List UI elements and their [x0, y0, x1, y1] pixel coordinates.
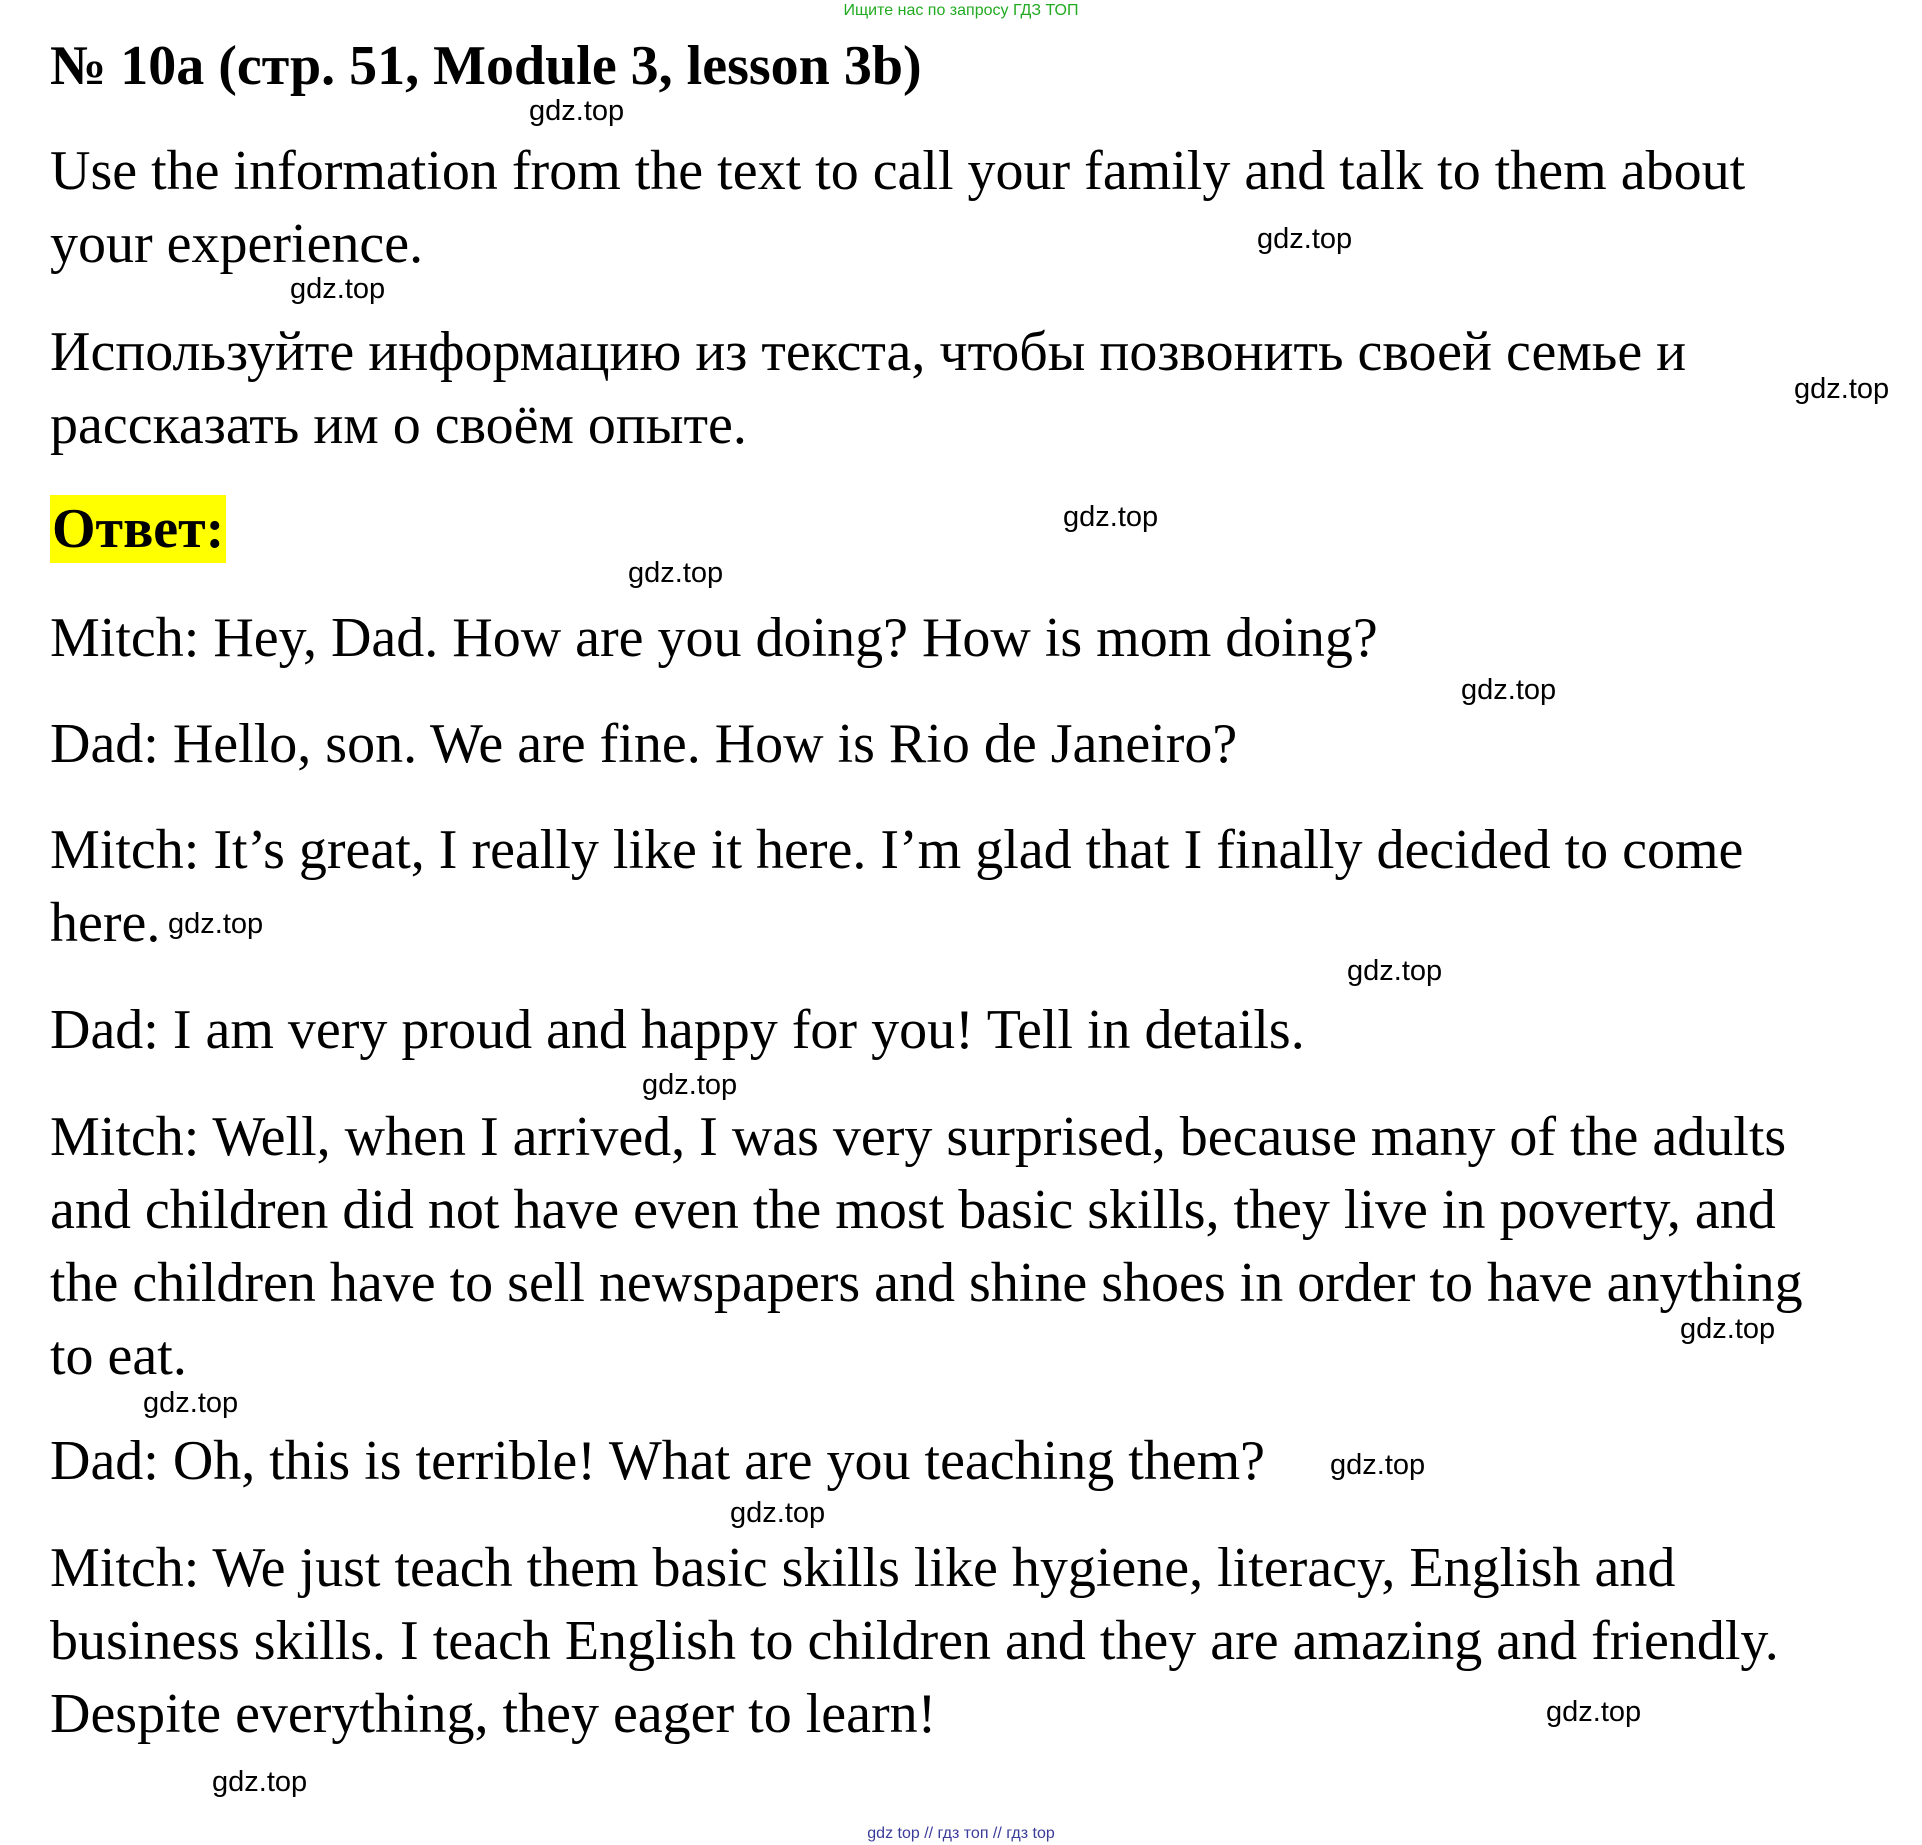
dialogue-line: Mitch: We just teach them basic skills like hygiene, literacy, English and business skills. I teach English to children and they are amazing and friendly. Despite everything, they eager to learn! — [50, 1537, 1779, 1745]
top-banner: Ищите нас по запросу ГДЗ ТОП — [843, 2, 1079, 19]
watermark: gdz.top — [143, 1387, 239, 1419]
watermark: gdz.top — [1330, 1449, 1426, 1481]
watermark: gdz.top — [1794, 373, 1890, 405]
watermark: gdz.top — [1063, 501, 1159, 533]
page-title: № 10a (стр. 51, Module 3, lesson 3b) — [50, 35, 922, 97]
watermark: gdz.top — [529, 95, 625, 127]
dialogue-line: Dad: Oh, this is terrible! What are you teaching them? — [50, 1430, 1266, 1492]
watermark: gdz.top — [1680, 1313, 1776, 1345]
footer: gdz top // гдз топ // гдз top — [867, 1825, 1055, 1842]
watermark: gdz.top — [642, 1069, 738, 1101]
task-english: Use the information from the text to call your family and talk to them about your experience. — [50, 140, 1746, 275]
task-russian: Используйте информацию из текста, чтобы позвонить своей семье и рассказать им о своём опыте. — [50, 321, 1687, 456]
watermark: gdz.top — [290, 273, 386, 305]
watermark: gdz.top — [1347, 955, 1443, 987]
watermark: gdz.top — [628, 557, 724, 589]
dialogue-line: Mitch: Well, when I arrived, I was very surprised, because many of the adults and children did not have even the most basic skills, they live in poverty, and the children have to sell newspapers and shine shoes in order to have anything to eat. — [50, 1106, 1803, 1387]
watermark: gdz.top — [1257, 223, 1353, 255]
answer-label: Ответ: — [50, 495, 226, 563]
dialogue-line: Mitch: It’s great, I really like it here. I’m glad that I finally decided to come here. — [50, 819, 1744, 954]
dialogue-line: Dad: Hello, son. We are fine. How is Rio de Janeiro? — [50, 713, 1238, 775]
watermark: gdz.top — [1546, 1696, 1642, 1728]
watermark: gdz.top — [168, 908, 264, 940]
dialogue-line: Dad: I am very proud and happy for you! Tell in details. — [50, 999, 1305, 1061]
watermark: gdz.top — [1461, 674, 1557, 706]
dialogue-line: Mitch: Hey, Dad. How are you doing? How is mom doing? — [50, 607, 1378, 669]
watermark: gdz.top — [730, 1497, 826, 1529]
watermark: gdz.top — [212, 1766, 308, 1798]
